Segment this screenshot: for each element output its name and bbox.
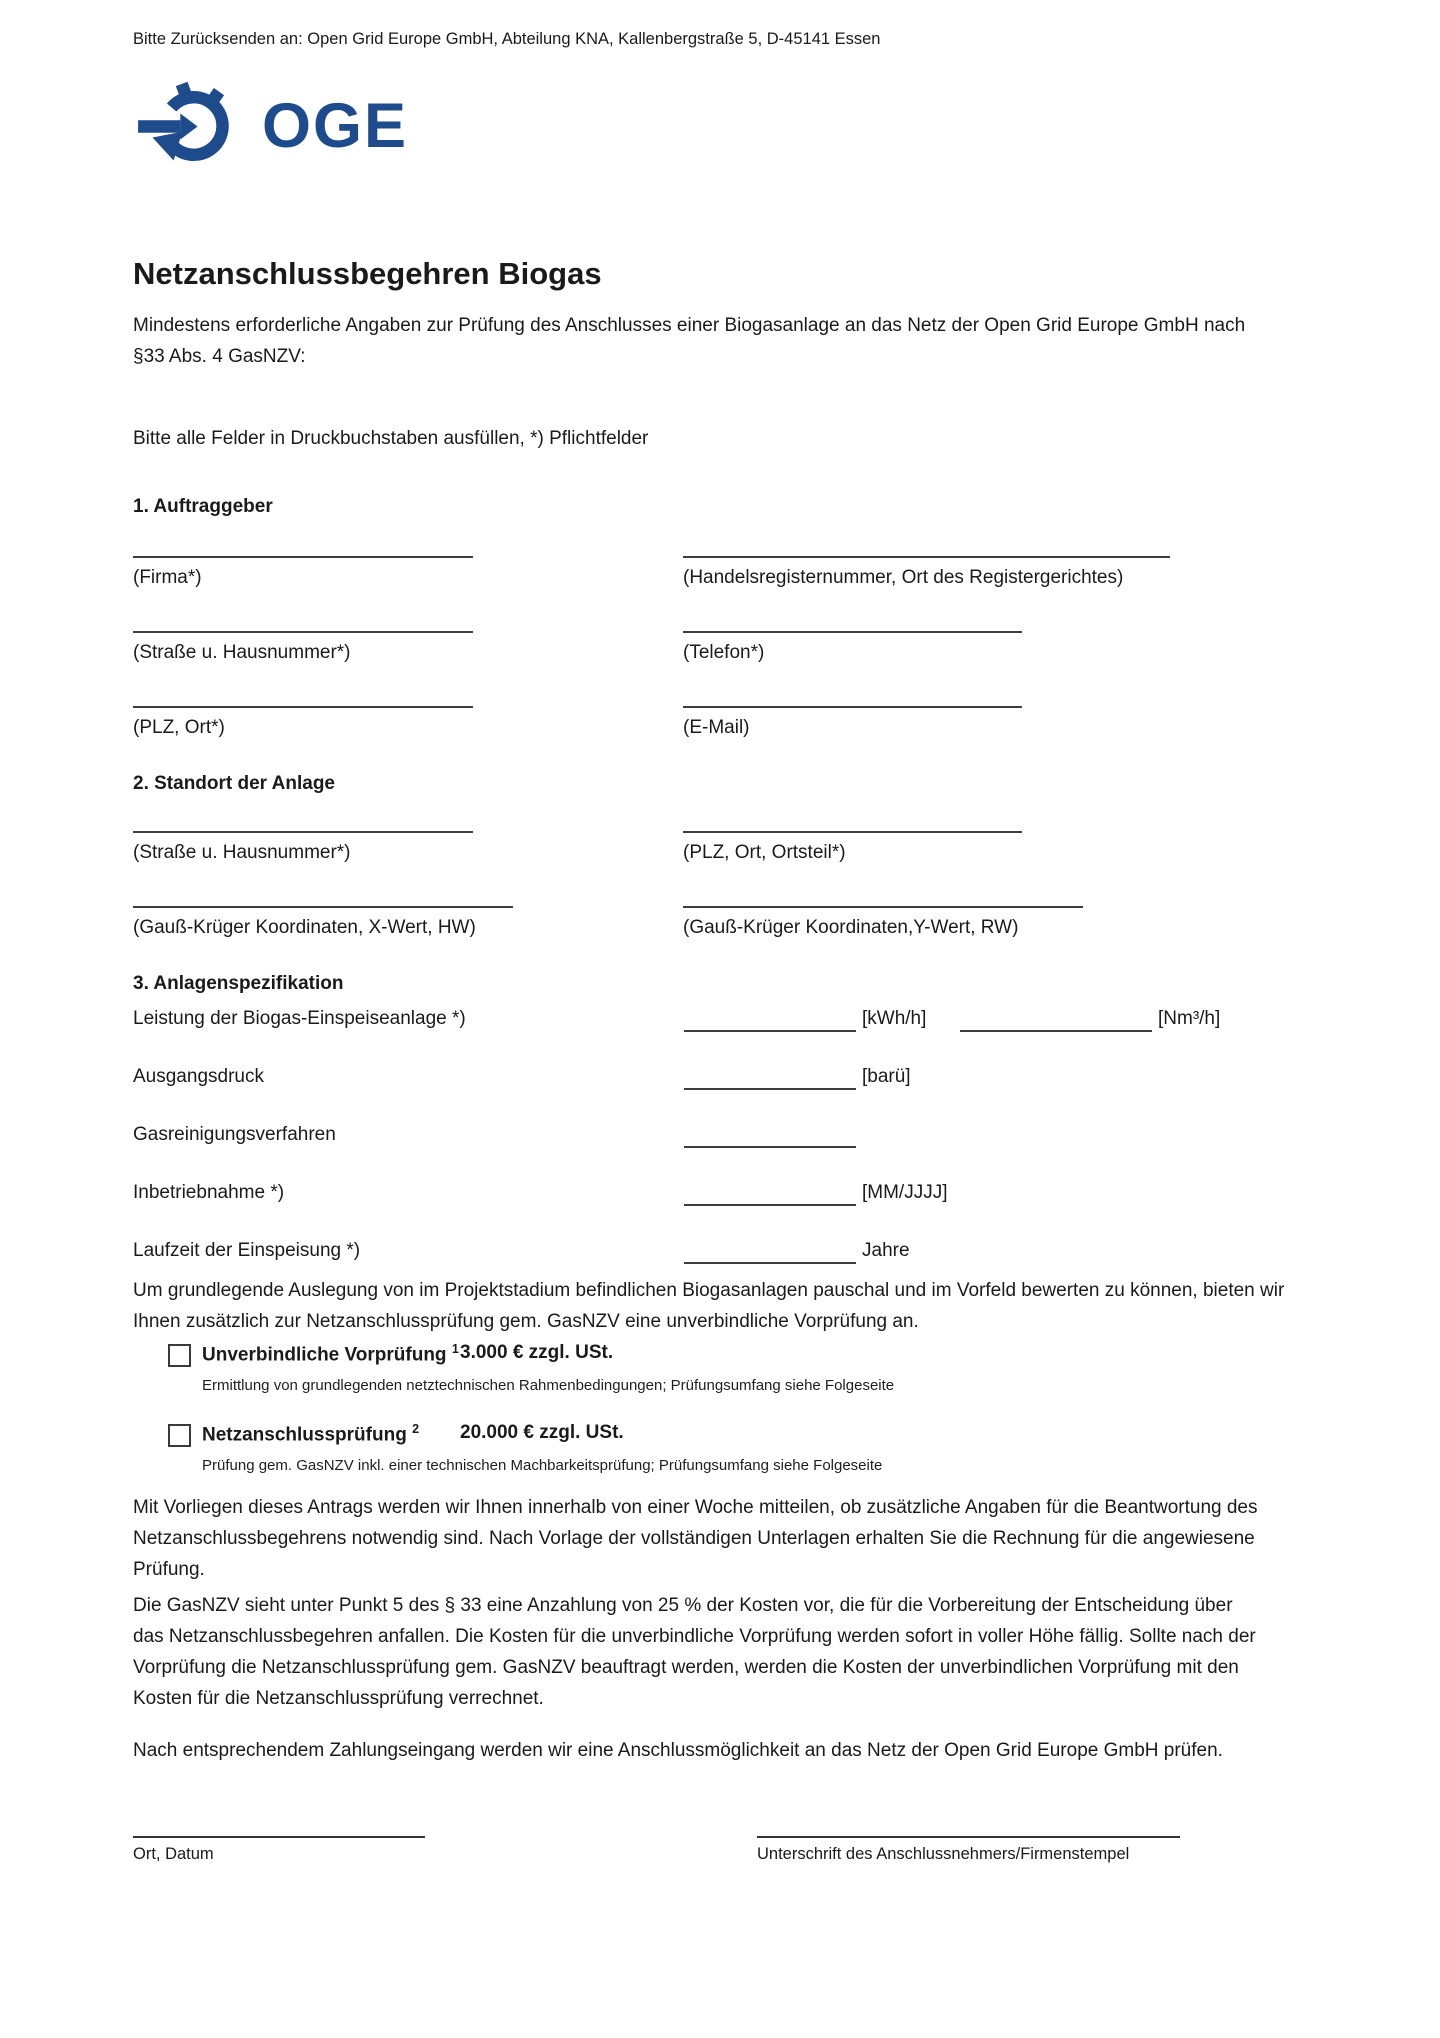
input-line-laufzeit[interactable] (684, 1262, 856, 1264)
field-strasse (133, 631, 473, 664)
oge-logo (138, 78, 408, 174)
input-line-gasreinigung[interactable] (684, 1146, 856, 1148)
unit-label: [kWh/h] (862, 1008, 927, 1029)
signature-label: Ort, Datum (133, 1845, 214, 1863)
unit-label: Jahre (862, 1240, 910, 1261)
input-line-strasse[interactable] (133, 631, 473, 633)
section1-heading: 1. Auftraggeber (133, 496, 273, 517)
input-line-telefon[interactable] (683, 631, 1022, 633)
section3-heading: 3. Anlagenspezifikation (133, 973, 344, 994)
input-line-plz-ort[interactable] (133, 706, 473, 708)
option-vorpruefung (168, 1342, 1068, 1370)
input-line-anlage-strasse[interactable] (133, 831, 473, 833)
input-line-anlage-plz-ort[interactable] (683, 831, 1022, 833)
field-firma (133, 556, 473, 589)
field-label: (PLZ, Ort, Ortsteil*) (683, 842, 846, 863)
signature-date-block (133, 1836, 425, 1864)
input-line-handelsregisternummer[interactable] (683, 556, 1170, 558)
input-line-gk-x-wert[interactable] (133, 906, 513, 908)
return-address-note: Bitte Zurücksenden an: Open Grid Europe GmbH, Abteilung KNA, Kallenbergstraße 5, D-45141 Essen (133, 30, 881, 48)
input-line-leistung-kwh[interactable] (684, 1030, 856, 1032)
input-line-firma[interactable] (133, 556, 473, 558)
field-handelsregisternummer (683, 556, 1170, 589)
paragraph-zahlungseingang: Nach entsprechendem Zahlungseingang werden wir eine Anschlussmöglichkeit an das Netz der Open Grid Europe GmbH prüfen. (133, 1740, 1223, 1761)
field-label: (Gauß-Krüger Koordinaten, X-Wert, HW) (133, 917, 476, 938)
option-label-text: Unverbindliche Vorprüfung (202, 1344, 447, 1366)
field-plz-ort (133, 706, 473, 739)
signature-label: Unterschrift des Anschlussnehmers/Firmenstempel (757, 1845, 1130, 1863)
intro-paragraph: Mindestens erforderliche Angaben zur Prüfung des Anschlusses einer Biogasanlage an das Netz der Open Grid Europe GmbH nach §33 Abs. 4 GasNZV: (133, 315, 1246, 367)
field-label: (Straße u. Hausnummer*) (133, 842, 351, 863)
paragraph-antrag: Mit Vorliegen dieses Antrags werden wir Ihnen innerhalb von einer Woche mitteilen, ob zusätzliche Angaben für die Beantwortung des Netzanschlussbegehrens notwendig sind. Nach Vorlage der vollständigen Unterlagen erhalten Sie die Rechnung für die angewiesene Prüfung. (133, 1497, 1258, 1580)
offer-intro-paragraph: Um grundlegende Auslegung von im Projektstadium befindlichen Biogasanlagen pauschal und im Vorfeld bewerten zu können, bieten wir Ihnen zusätzlich zur Netzanschlussprüfung gem. GasNZV eine unverbindliche Vorprüfung an. (133, 1280, 1285, 1332)
vorpruefung-checkbox[interactable] (168, 1344, 191, 1367)
option-description: Ermittlung von grundlegenden netztechnischen Rahmenbedingungen; Prüfungsumfang siehe Folgeseite (202, 1377, 895, 1394)
field-email (683, 706, 1022, 739)
input-line-inbetriebnahme[interactable] (684, 1204, 856, 1206)
footnote-marker: 2 (412, 1422, 420, 1436)
field-telefon (683, 631, 1022, 664)
field-label: (E-Mail) (683, 717, 750, 738)
field-anlage-plz-ort (683, 831, 1022, 864)
spec-label: Ausgangsdruck (133, 1066, 264, 1087)
section2-heading: 2. Standort der Anlage (133, 773, 335, 794)
field-label: (PLZ, Ort*) (133, 717, 225, 738)
field-label: (Gauß-Krüger Koordinaten,Y-Wert, RW) (683, 917, 1019, 938)
signature-line-unterschrift[interactable] (757, 1836, 1180, 1838)
spec-row-laufzeit (133, 1240, 1313, 1266)
spec-label: Leistung der Biogas-Einspeiseanlage *) (133, 1008, 466, 1029)
spec-label: Laufzeit der Einspeisung *) (133, 1240, 361, 1261)
option-description: Prüfung gem. GasNZV inkl. einer technischen Machbarkeitsprüfung; Prüfungsumfang siehe Folgeseite (202, 1457, 883, 1474)
field-gk-x-wert (133, 906, 513, 939)
spec-row-ausgangsdruck (133, 1066, 1313, 1092)
field-label: (Firma*) (133, 567, 202, 588)
spec-row-leistung (133, 1008, 1313, 1034)
input-line-email[interactable] (683, 706, 1022, 708)
footnote-marker: 1 (451, 1342, 459, 1356)
option-label (202, 1422, 419, 1446)
spec-label: Gasreinigungsverfahren (133, 1124, 336, 1145)
signature-block (757, 1836, 1180, 1864)
field-anlage-strasse (133, 831, 473, 864)
oge-logo-text: OGE (262, 91, 409, 161)
option-label-text: Netzanschlussprüfung (202, 1424, 407, 1446)
unit-label: [Nm³/h] (1158, 1008, 1221, 1029)
field-label: (Handelsregisternummer, Ort des Registergerichtes) (683, 567, 1124, 588)
field-gk-y-wert (683, 906, 1083, 939)
field-label: (Telefon*) (683, 642, 765, 663)
input-line-ausgangsdruck[interactable] (684, 1088, 856, 1090)
unit-label: [MM/JJJJ] (862, 1182, 948, 1203)
netzanschlusspruefung-checkbox[interactable] (168, 1424, 191, 1447)
option-price: 20.000 € zzgl. USt. (460, 1422, 624, 1443)
paragraph-gasnzv: Die GasNZV sieht unter Punkt 5 des § 33 eine Anzahlung von 25 % der Kosten vor, die für die Vorbereitung der Entscheidung über das Netzanschlussbegehren anfallen. Die Kosten für die unverbindliche Vorprüfung werden sofort in voller Höhe fällig. Sollte nach der Vorprüfung die Netzanschlussprüfung gem. GasNZV beauftragt werden, werden die Kosten der unverbindlichen Vorprüfung mit den Kosten für die Netzanschlussprüfung verrechnet. (133, 1595, 1256, 1709)
signature-line-ort-datum[interactable] (133, 1836, 425, 1838)
page-title: Netzanschlussbegehren Biogas (133, 256, 602, 291)
oge-logo-icon (138, 78, 238, 174)
spec-label: Inbetriebnahme *) (133, 1182, 285, 1203)
option-label (202, 1342, 459, 1366)
option-price: 3.000 € zzgl. USt. (460, 1342, 614, 1363)
spec-row-inbetriebnahme (133, 1182, 1313, 1208)
option-netzanschlusspruefung (168, 1422, 1068, 1450)
input-line-gk-y-wert[interactable] (683, 906, 1083, 908)
input-line-leistung-nm3[interactable] (960, 1030, 1152, 1032)
unit-label: [barü] (862, 1066, 911, 1087)
fill-instructions: Bitte alle Felder in Druckbuchstaben ausfüllen, *) Pflichtfelder (133, 428, 649, 449)
field-label: (Straße u. Hausnummer*) (133, 642, 351, 663)
spec-row-gasreinigung (133, 1124, 1313, 1150)
